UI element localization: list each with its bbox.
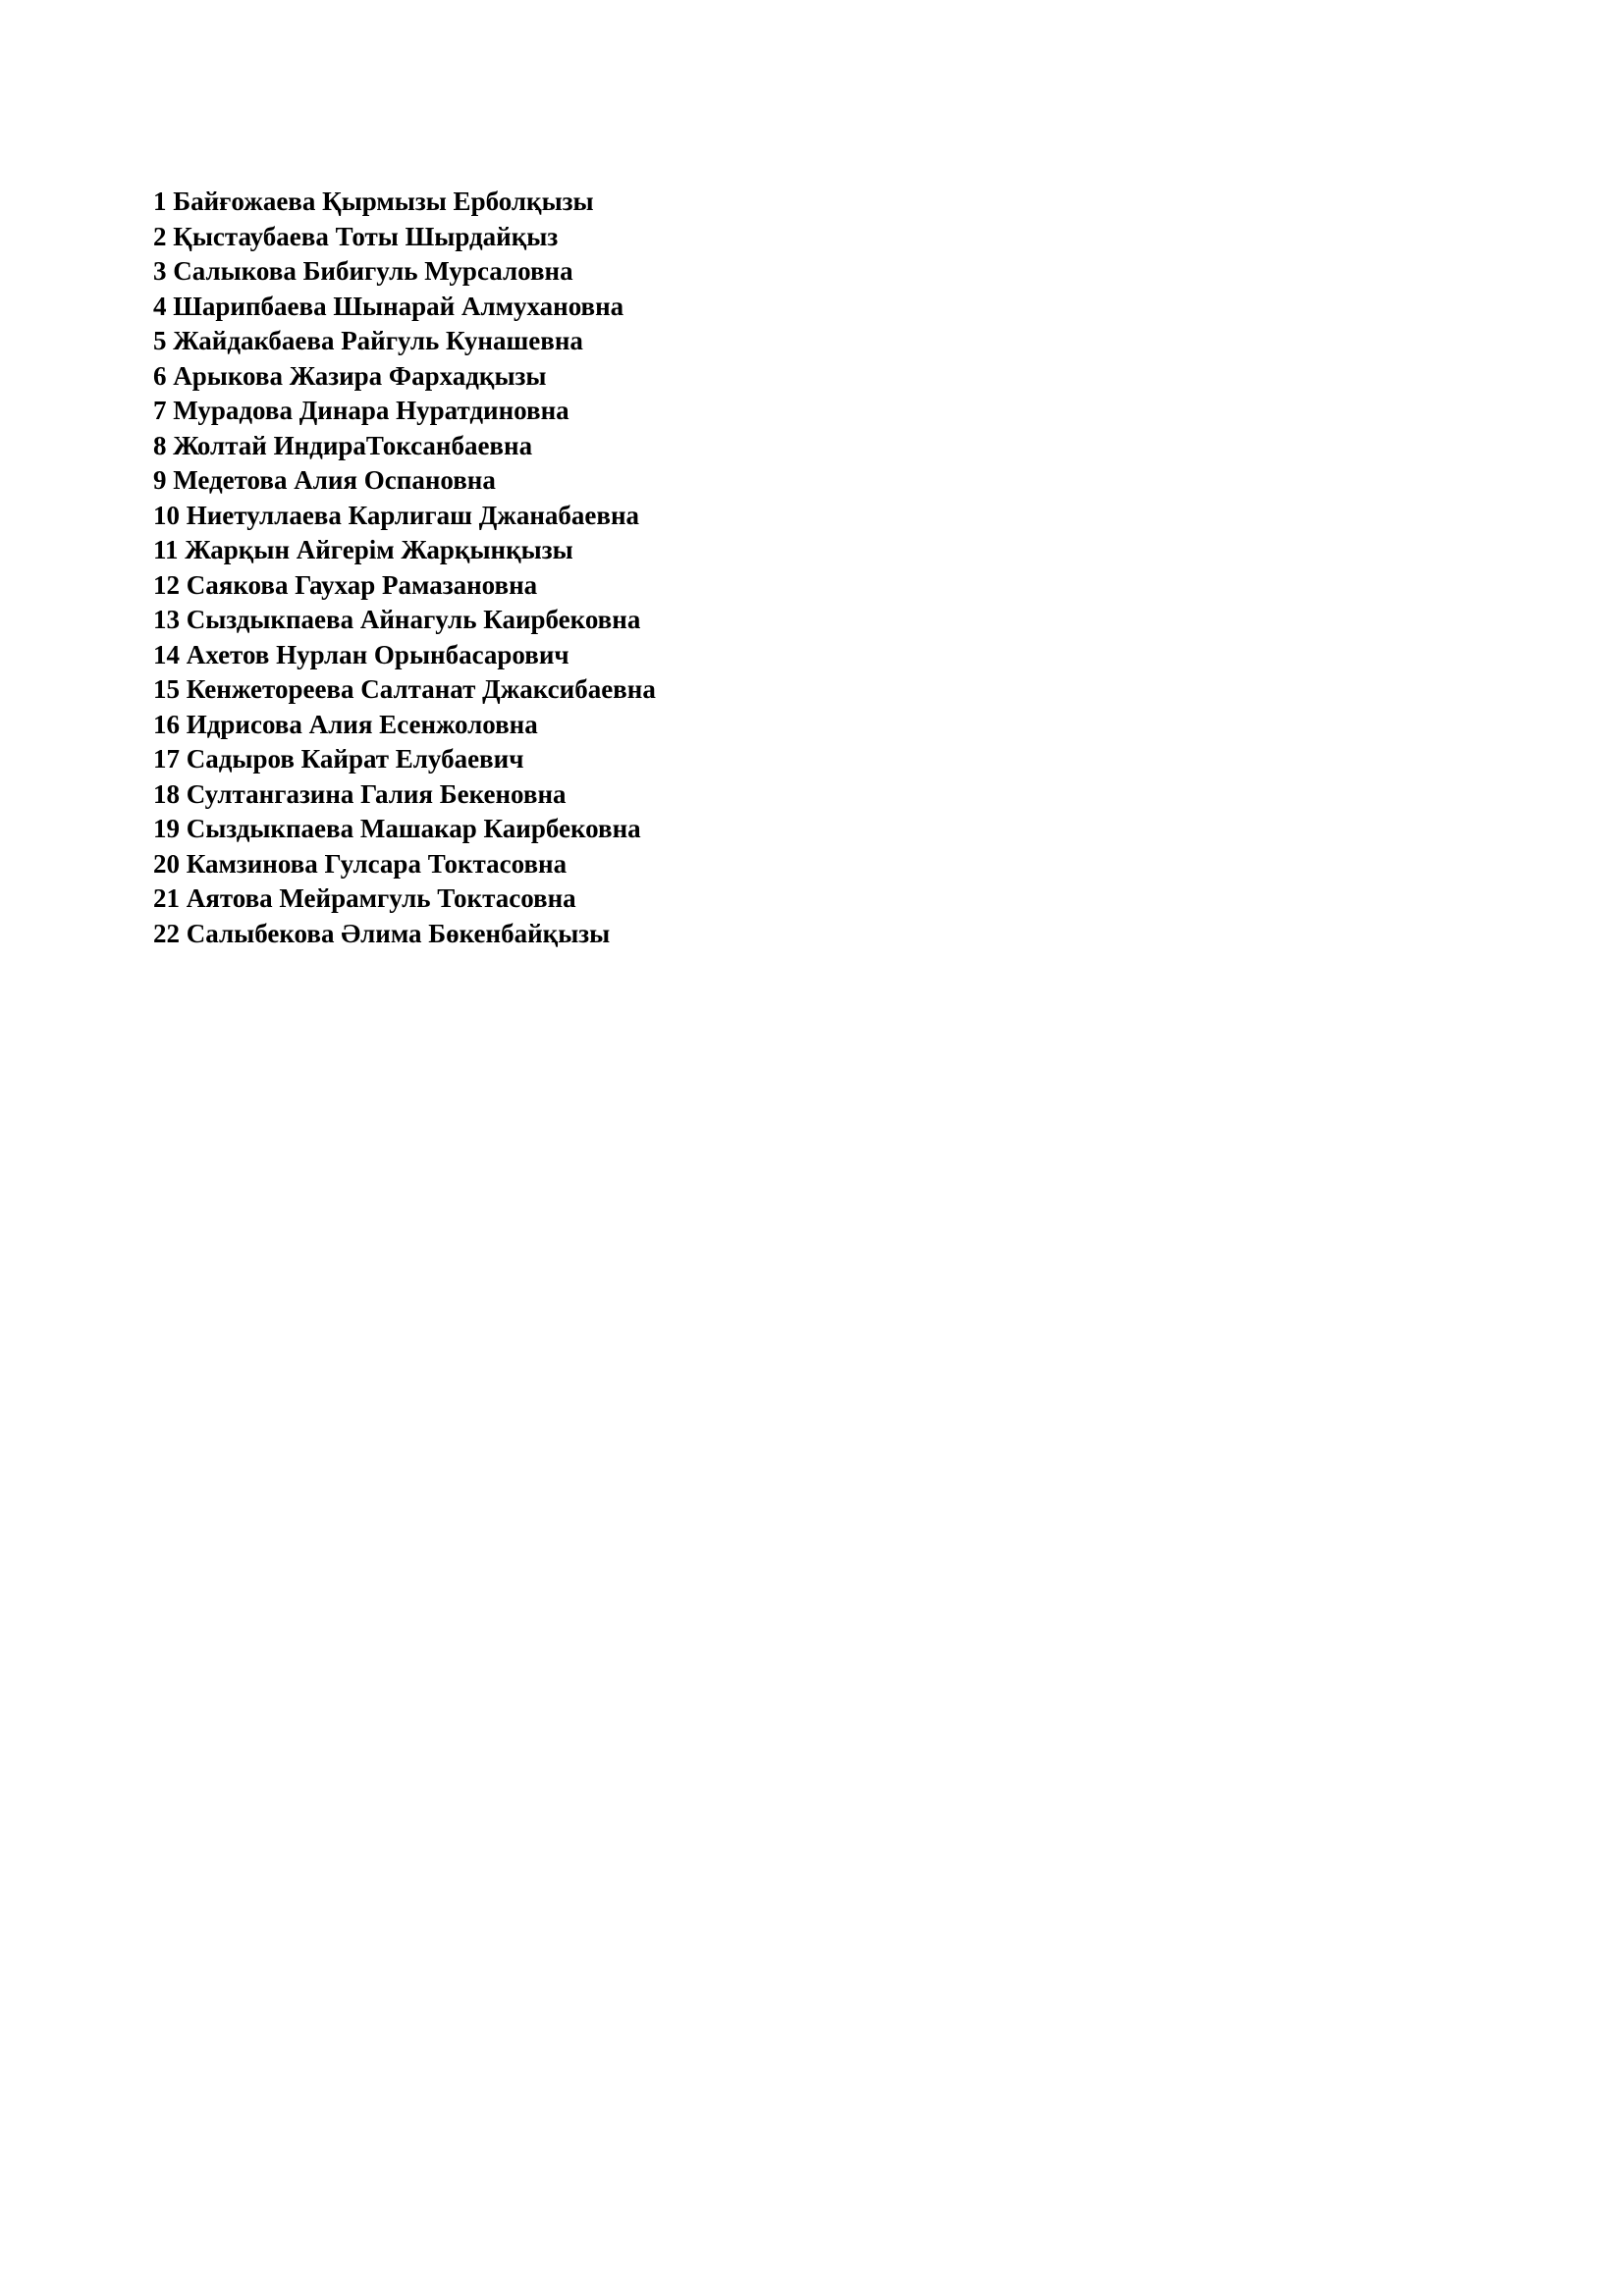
list-item-name: Мурадова Динара Нуратдиновна [173,396,569,425]
list-item [153,881,656,917]
list-item-number: 20 [153,848,180,879]
list-item-number: 14 [153,639,180,669]
list-item-number: 22 [153,918,180,948]
list-item-number: 18 [153,778,180,809]
list-item [153,254,656,290]
list-item-name: Байғожаева Қырмызы Ерболқызы [173,187,594,216]
list-item-number: 21 [153,883,180,913]
list-item [153,499,656,534]
list-item-name: Аятова Мейрамгуль Токтасовна [186,883,576,913]
list-item-name: Арыкова Жазира Фархадқызы [173,360,547,391]
list-item-name: Медетова Алия Оспановна [173,465,496,495]
list-item [153,290,656,325]
list-item [153,812,656,847]
list-item-name: Садыров Кайрат Елубаевич [186,744,524,774]
list-item-number: 13 [153,605,180,634]
list-item [153,324,656,359]
list-item [153,359,656,395]
list-item [153,708,656,743]
list-item-name: Сыздыкпаева Айнагуль Каирбековна [186,605,641,634]
list-item [153,777,656,813]
list-item-name: Камзинова Гулсара Токтасовна [186,848,568,879]
list-item-name: Қыстаубаева Тоты Шырдайқыз [173,221,559,251]
list-item-name: Ахетов Нурлан Орынбасарович [186,639,569,669]
list-item-number: 9 [153,465,167,495]
list-item-number: 3 [153,256,167,286]
list-item-number: 11 [153,535,179,564]
list-item [153,394,656,429]
list-item-number: 4 [153,291,167,321]
list-item [153,847,656,882]
list-item [153,742,656,777]
list-item-number: 17 [153,744,180,774]
list-item-name: Жолтай ИндираТоксанбаевна [173,430,533,460]
list-item [153,568,656,604]
list-item-number: 2 [153,221,167,251]
list-item-number: 7 [153,396,167,425]
list-item-number: 16 [153,709,180,739]
list-item-number: 19 [153,814,180,843]
list-item [153,603,656,638]
name-list [153,185,656,951]
list-item-number: 12 [153,569,180,600]
list-item-name: Шарипбаева Шынарай Алмухановна [173,291,624,321]
list-item-number: 5 [153,326,167,355]
list-item-number: 10 [153,500,180,530]
list-item-number: 6 [153,360,167,391]
list-item [153,672,656,708]
list-item-name: Салыбекова Әлима Бөкенбайқызы [186,918,611,948]
list-item-name: Жайдакбаева Райгуль Кунашевна [173,326,583,355]
list-item-name: Салыкова Бибигуль Мурсаловна [173,256,573,286]
list-item-name: Ниетуллаева Карлигаш Джанабаевна [186,500,640,530]
list-item-name: Саякова Гаухар Рамазановна [186,569,538,600]
list-item-number: 1 [153,187,167,216]
list-item [153,220,656,255]
list-item [153,917,656,952]
list-item [153,185,656,220]
list-item-name: Жарқын Айгерім Жарқынқызы [185,535,573,564]
list-item [153,429,656,464]
list-item [153,533,656,568]
list-item-name: Идрисова Алия Есенжоловна [186,709,538,739]
list-item-number: 8 [153,430,167,460]
list-item [153,463,656,499]
list-item-name: Сыздыкпаева Машакар Каирбековна [186,814,641,843]
list-item-name: Султангазина Галия Бекеновна [186,778,567,809]
list-item-number: 15 [153,674,180,704]
list-item [153,638,656,673]
list-item-name: Кенжетореева Салтанат Джаксибаевна [186,674,656,704]
